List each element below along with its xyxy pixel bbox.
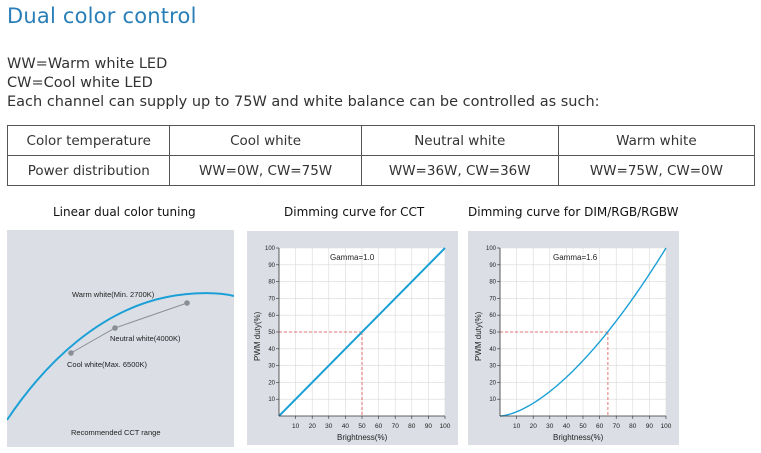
x-tick-label: 50 [358, 423, 366, 430]
table-cell: Neutral white [361, 126, 558, 156]
warm-white-point [184, 300, 190, 306]
x-tick-label: 100 [439, 423, 451, 430]
tuning-footer: Recommended CCT range [71, 428, 161, 437]
y-tick-label: 20 [489, 380, 496, 387]
y-tick-label: 70 [489, 296, 496, 303]
table-cell: Warm white [558, 126, 754, 156]
x-tick-label: 70 [391, 423, 399, 430]
x-tick-label: 30 [546, 423, 554, 430]
cct-gamma-annotation: Gamma=1.0 [330, 253, 375, 262]
power-distribution-table [7, 125, 755, 186]
dim-dimming-chart [468, 231, 679, 445]
table-row [8, 126, 755, 156]
y-tick-label: 90 [489, 262, 496, 269]
x-tick-label: 80 [408, 423, 416, 430]
page-title: Dual color control [7, 4, 197, 28]
cct-x-axis-label: Brightness(%) [337, 433, 388, 442]
y-tick-label: 40 [268, 346, 275, 353]
dim-chart-title: Dimming curve for DIM/RGB/RGBW [468, 205, 679, 219]
x-tick-label: 40 [341, 423, 350, 430]
dim-x-axis-label: Brightness(%) [553, 433, 604, 442]
y-tick-label: 50 [489, 330, 496, 336]
y-tick-label: 90 [268, 262, 275, 269]
intro-line-balance: Each channel can supply up to 75W and white balance can be controlled as such: [7, 94, 600, 110]
table-cell: Cool white [170, 126, 361, 156]
x-tick-label: 60 [374, 423, 383, 430]
x-tick-label: 50 [579, 423, 587, 430]
y-tick-label: 10 [489, 397, 496, 404]
warm-white-label: Warm white(Min. 2700K) [72, 290, 155, 299]
table-cell: WW=75W, CW=0W [558, 156, 754, 186]
y-tick-label: 80 [268, 279, 275, 286]
y-tick-label: 40 [489, 346, 496, 353]
y-tick-label: 60 [268, 313, 275, 320]
y-tick-label: 30 [489, 363, 496, 370]
x-tick-label: 90 [645, 423, 654, 430]
x-tick-label: 10 [512, 423, 521, 430]
x-tick-label: 70 [612, 423, 620, 430]
intro-line-ww: WW=Warm white LED [7, 56, 168, 72]
table-cell: Power distribution [8, 156, 170, 186]
cct-chart-title: Dimming curve for CCT [284, 205, 425, 219]
x-tick-label: 30 [325, 423, 333, 430]
cool-white-label: Cool white(Max. 6500K) [67, 360, 148, 369]
cool-white-point [68, 350, 74, 356]
y-tick-label: 80 [489, 279, 496, 286]
x-tick-label: 20 [529, 423, 537, 430]
x-tick-label: 60 [595, 423, 604, 430]
x-tick-label: 100 [660, 423, 672, 430]
y-tick-label: 30 [268, 363, 275, 370]
dim-y-axis-label: PWM duty(%) [474, 311, 483, 361]
table-cell: WW=0W, CW=75W [170, 156, 361, 186]
x-tick-label: 40 [562, 423, 571, 430]
neutral-white-label: Neutral white(4000K) [110, 334, 181, 343]
y-tick-label: 10 [268, 397, 275, 404]
y-tick-label: 20 [268, 380, 275, 387]
x-tick-label: 20 [308, 423, 316, 430]
table-row [8, 156, 755, 186]
y-tick-label: 50 [268, 330, 275, 336]
y-tick-label: 60 [489, 313, 496, 320]
y-tick-label: 70 [268, 296, 275, 303]
x-tick-label: 80 [629, 423, 637, 430]
tuning-diagram [7, 230, 234, 447]
table-cell: WW=36W, CW=36W [361, 156, 558, 186]
cct-dimming-chart [247, 231, 458, 445]
cct-y-axis-label: PWM duty(%) [253, 311, 262, 361]
x-tick-label: 90 [424, 423, 433, 430]
table-cell: Color temperature [8, 126, 170, 156]
y-tick-label: 100 [485, 246, 496, 252]
dim-gamma-annotation: Gamma=1.6 [553, 253, 598, 262]
tuning-panel-title: Linear dual color tuning [53, 205, 196, 219]
x-tick-label: 10 [291, 423, 300, 430]
y-tick-label: 100 [264, 246, 275, 252]
intro-line-cw: CW=Cool white LED [7, 75, 153, 91]
neutral-white-point [112, 325, 118, 331]
